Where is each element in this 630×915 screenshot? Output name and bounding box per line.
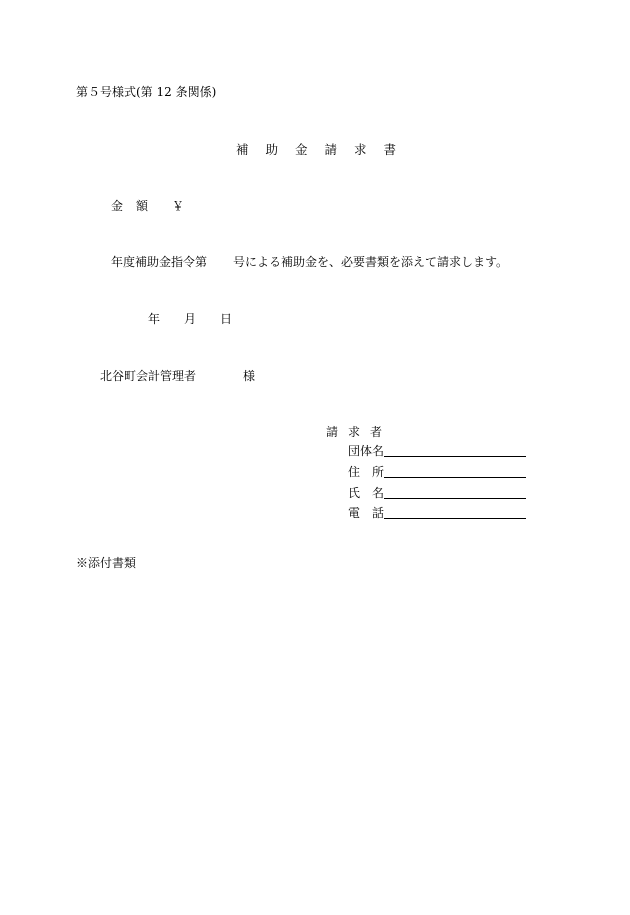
form-number-label: 第５号様式(第 12 条関係) [76, 85, 217, 99]
name-label: 氏名 [348, 486, 397, 500]
date-month-label: 月 [184, 312, 197, 326]
organization-field-row [348, 443, 526, 457]
request-statement-suffix: 号による補助金を、必要書類を添えて請求します。 [233, 255, 509, 269]
addressee-name: 北谷町会計管理者 [100, 369, 197, 383]
request-statement-prefix: 年度補助金指令第 [111, 255, 208, 269]
attachments-label: ※添付書類 [76, 556, 137, 570]
date-line [148, 313, 232, 325]
phone-field-row [348, 505, 526, 519]
organization-label: 団体名 [348, 444, 385, 458]
address-field-row [348, 464, 526, 478]
requester-heading: 請求者 [326, 425, 393, 439]
date-year-label: 年 [148, 312, 161, 326]
amount-currency-symbol: ￥ [172, 199, 185, 213]
phone-fill-line [384, 505, 526, 519]
phone-label: 電話 [348, 506, 397, 520]
amount-label: 金額 [111, 199, 162, 213]
addressee [100, 370, 255, 382]
addressee-honorific: 様 [243, 369, 256, 383]
address-label: 住所 [348, 465, 397, 479]
date-day-label: 日 [220, 312, 233, 326]
organization-fill-line [384, 443, 526, 457]
name-field-row [348, 485, 526, 499]
address-fill-line [384, 464, 526, 478]
document-title: 補助金請求書 [236, 142, 414, 157]
name-fill-line [384, 485, 526, 499]
request-statement [111, 256, 508, 268]
